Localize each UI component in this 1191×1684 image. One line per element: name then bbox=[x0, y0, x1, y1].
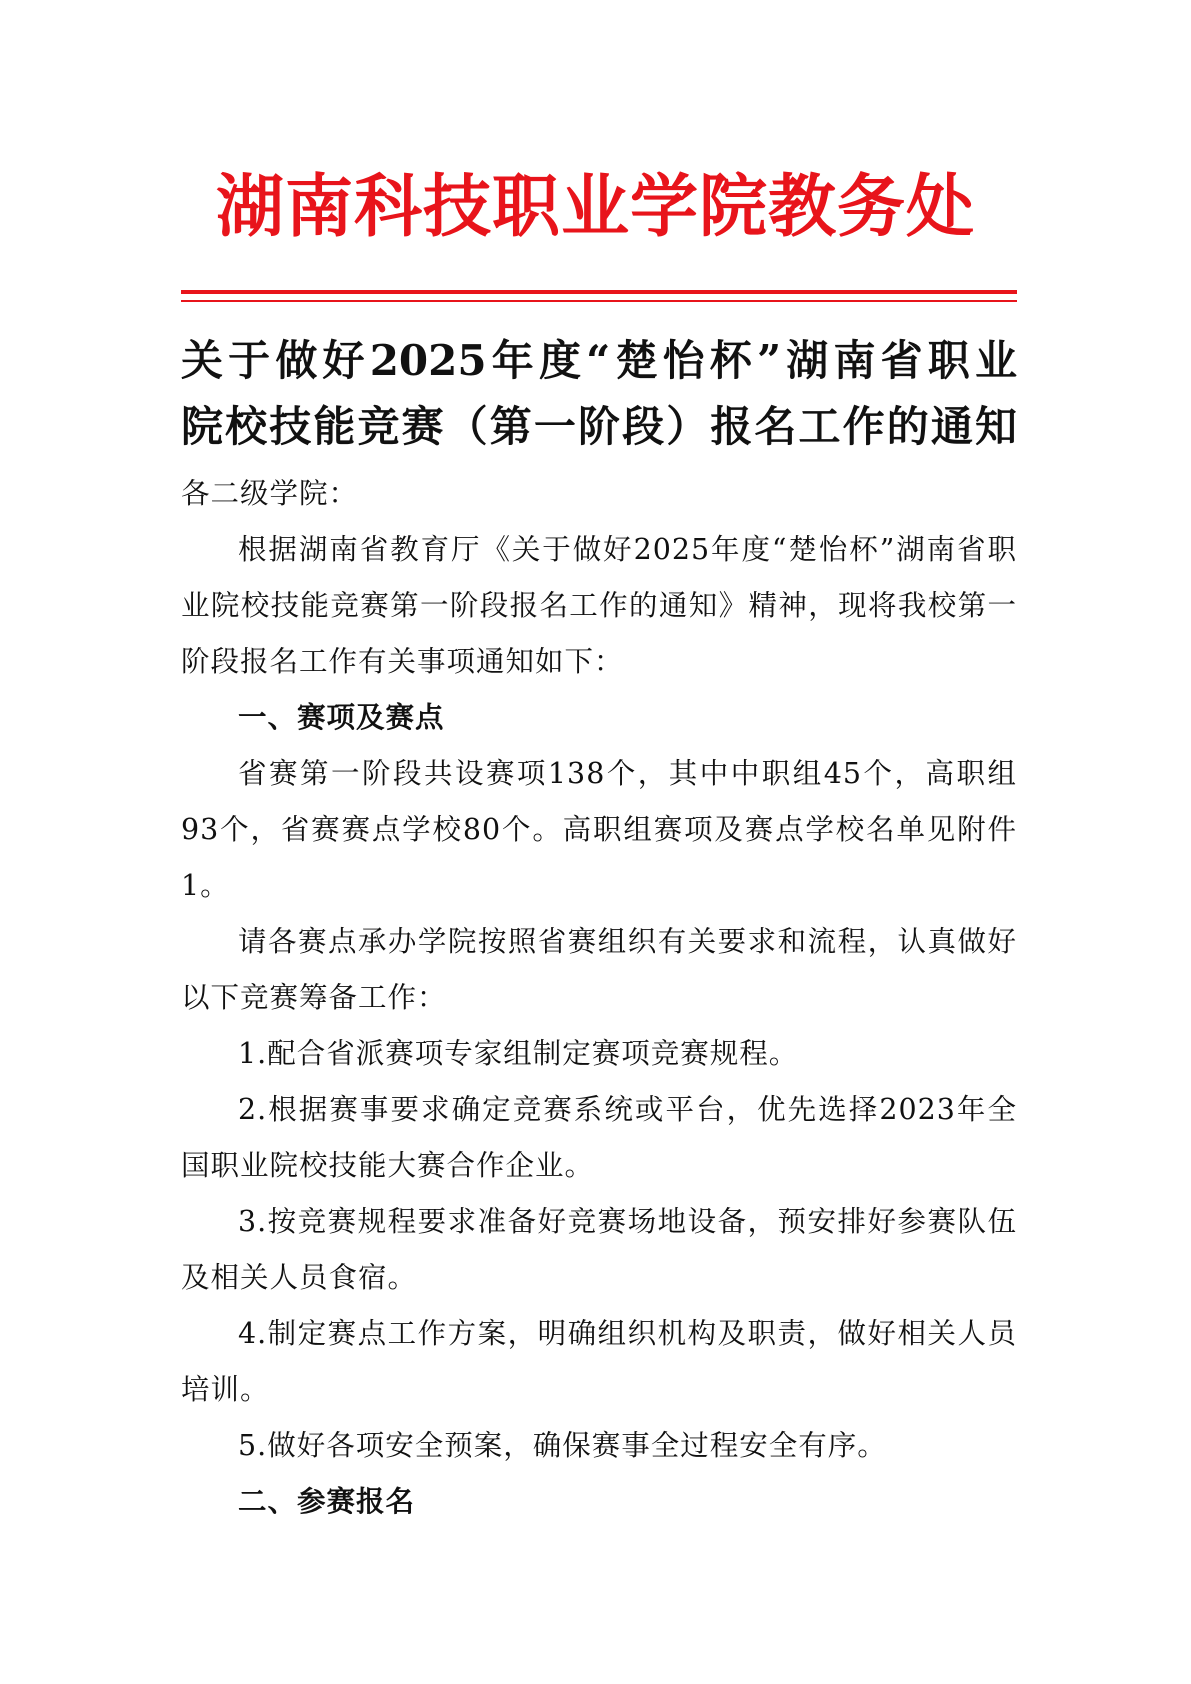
notice-title bbox=[181, 328, 1017, 460]
notice-title-line-2: 院校技能竞赛（第一阶段）报名工作的通知 bbox=[181, 402, 1017, 451]
intro-paragraph: 根据湖南省教育厅《关于做好2025年度“楚怡杯”湖南省职业院校技能竞赛第一阶段报名工作的通知》精神，现将我校第一阶段报名工作有关事项通知如下： bbox=[181, 533, 1017, 678]
notice-body bbox=[181, 466, 1017, 1530]
letterhead-rule-thin bbox=[181, 300, 1017, 302]
section-1-heading: 一、赛项及赛点 bbox=[238, 701, 445, 734]
section-1-paragraph-2: 请各赛点承办学院按照省赛组织有关要求和流程，认真做好以下竞赛筹备工作： bbox=[181, 925, 1017, 1014]
section-1-paragraph-1: 省赛第一阶段共设赛项138个，其中中职组45个，高职组93个，省赛赛点学校80个。高职组赛项及赛点学校名单见附件1。 bbox=[181, 757, 1017, 902]
section-2-heading: 二、参赛报名 bbox=[238, 1485, 416, 1518]
task-item-4: 4.制定赛点工作方案，明确组织机构及职责，做好相关人员培训。 bbox=[181, 1317, 1017, 1406]
letterhead-title: 湖南科技职业学院教务处 bbox=[215, 168, 975, 247]
letterhead-rule-thick bbox=[181, 290, 1017, 294]
salutation: 各二级学院： bbox=[181, 477, 359, 510]
task-item-2: 2.根据赛事要求确定竞赛系统或平台，优先选择2023年全国职业院校技能大赛合作企业。 bbox=[181, 1093, 1017, 1182]
task-item-3: 3.按竞赛规程要求准备好竞赛场地设备，预安排好参赛队伍及相关人员食宿。 bbox=[181, 1205, 1017, 1294]
notice-title-line-1: 关于做好2025年度“楚怡杯”湖南省职业 bbox=[181, 336, 1017, 385]
task-item-5: 5.做好各项安全预案，确保赛事全过程安全有序。 bbox=[238, 1429, 887, 1462]
task-item-1: 1.配合省派赛项专家组制定赛项竞赛规程。 bbox=[238, 1037, 799, 1070]
